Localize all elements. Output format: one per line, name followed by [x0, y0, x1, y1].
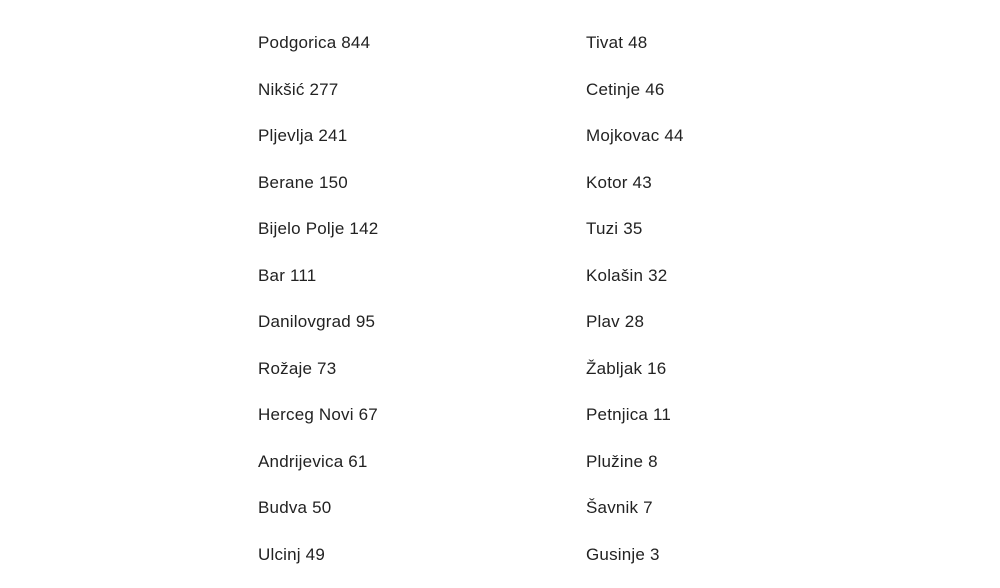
list-item: Gusinje 3: [586, 542, 818, 588]
left-column: [258, 30, 586, 588]
list-item: Kolašin 32: [586, 263, 818, 310]
list-item: Tivat 48: [586, 30, 818, 77]
list-item: Cetinje 46: [586, 77, 818, 124]
list-item: Bar 111: [258, 263, 586, 310]
list-item: Podgorica 844: [258, 30, 586, 77]
list-item: Bijelo Polje 142: [258, 216, 586, 263]
list-item: Budva 50: [258, 495, 586, 542]
municipality-list: [258, 30, 818, 588]
list-item: Berane 150: [258, 170, 586, 217]
list-item: Plav 28: [586, 309, 818, 356]
list-item: Mojkovac 44: [586, 123, 818, 170]
list-item: Danilovgrad 95: [258, 309, 586, 356]
list-item: Ulcinj 49: [258, 542, 586, 588]
list-item: Pljevlja 241: [258, 123, 586, 170]
list-item: Petnjica 11: [586, 402, 818, 449]
list-item: Rožaje 73: [258, 356, 586, 403]
list-item: Herceg Novi 67: [258, 402, 586, 449]
list-item: Kotor 43: [586, 170, 818, 217]
list-item: Plužine 8: [586, 449, 818, 496]
list-item: Šavnik 7: [586, 495, 818, 542]
list-item: Žabljak 16: [586, 356, 818, 403]
right-column: [586, 30, 818, 588]
list-item: Andrijevica 61: [258, 449, 586, 496]
list-item: Tuzi 35: [586, 216, 818, 263]
list-item: Nikšić 277: [258, 77, 586, 124]
